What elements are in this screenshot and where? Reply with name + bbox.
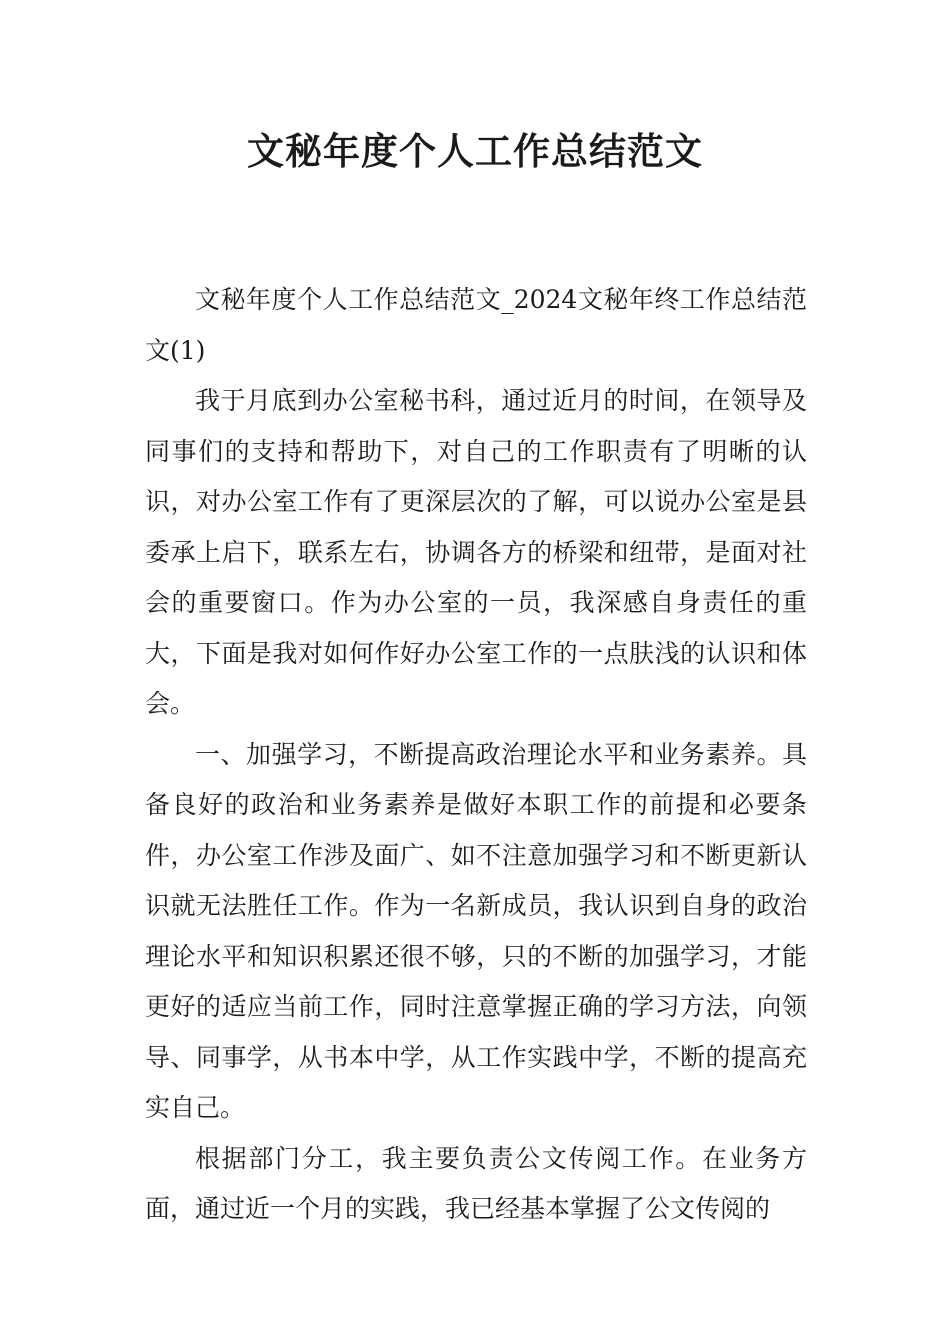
paragraph-duties: 根据部门分工，我主要负责公文传阅工作。在业务方面，通过近一个月的实践，我已经基本掌握了公文传阅的 (145, 1143, 807, 1223)
document-body (145, 275, 807, 1235)
document-title: 文秘年度个人工作总结范文 (247, 130, 703, 173)
paragraph-background: 我于月底到办公室秘书科，通过近月的时间，在领导及同事们的支持和帮助下，对自己的工作职责有了明晰的认识，对办公室工作有了更深层次的了解，可以说办公室是县委承上启下，联系左右，协调各方的桥梁和纽带，是面对社会的重要窗口。作为办公室的一员，我深感自身责任的重大，下面是我对如何作好办公室工作的一点肤浅的认识和体会。 (145, 386, 807, 718)
paragraph-intro: 文秘年度个人工作总结范文_2024文秘年终工作总结范文(1) (145, 285, 807, 365)
paragraph-study: 一、加强学习，不断提高政治理论水平和业务素养。具备良好的政治和业务素养是做好本职工作的前提和必要条件，办公室工作涉及面广、如不注意加强学习和不断更新认识就无法胜任工作。作为一名新成员，我认识到自身的政治理论水平和知识积累还很不够，只的不断的加强学习，才能更好的适应当前工作，同时注意掌握正确的学习方法，向领导、同事学，从书本中学，从工作实践中学，不断的提高充实自己。 (145, 739, 807, 1122)
